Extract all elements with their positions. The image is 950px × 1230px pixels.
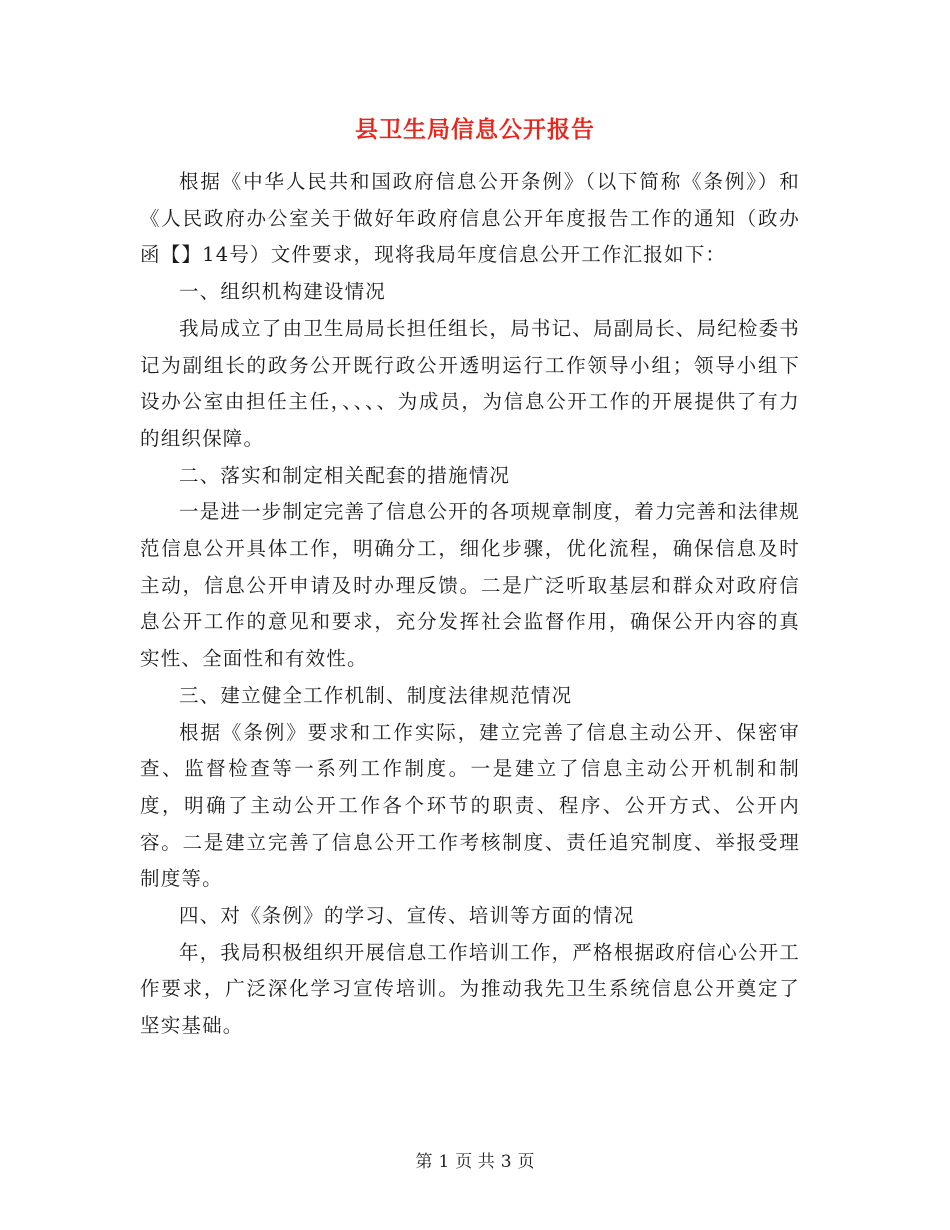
page-footer (0, 1150, 950, 1174)
total-pages-number: 3 (500, 1152, 512, 1172)
current-page-number: 1 (438, 1152, 450, 1172)
page-label-mid: 页 共 (455, 1152, 495, 1172)
document-body (140, 164, 800, 1045)
paragraph-section-2: 一是进一步制定完善了信息公开的各项规章制度，着力完善和法律规范信息公开具体工作，明确分工，细化步骤，优化流程，确保信息及时主动，信息公开申请及时办理反馈。二是广泛听取基层和群众对政府信息公开工作的意见和要求，充分发挥社会监督作用，确保公开内容的真实性、全面性和有效性。 (140, 500, 801, 671)
section-heading-3: 三、建立健全工作机制、制度法律规范情况 (179, 683, 573, 707)
paragraph-section-3: 根据《条例》要求和工作实际，建立完善了信息主动公开、保密审查、监督检查等一系列工作制度。一是建立了信息主动公开机制和制度，明确了主动公开工作各个环节的职责、程序、公开方式、公开内容。二是建立完善了信息公开工作考核制度、责任追究制度、举报受理制度等。 (140, 720, 800, 891)
paragraph-intro: 根据《中华人民共和国政府信息公开条例》（以下简称《条例》）和《人民政府办公室关于做好年政府信息公开年度报告工作的通知（政办函【】14号）文件要求，现将我局年度信息公开工作汇报如下： (140, 170, 800, 267)
paragraph-section-1: 我局成立了由卫生局局长担任组长，局书记、局副局长、局纪检委书记为副组长的政务公开既行政公开透明运行工作领导小组；领导小组下设办公室由担任主任，、、、、为成员，为信息公开工作的开展提供了有力的组织保障。 (140, 316, 801, 450)
paragraph-section-4: 年，我局积极组织开展信息工作培训工作，严格根据政府信心公开工作要求，广泛深化学习宣传培训。为推动我先卫生系统信息公开奠定了坚实基础。 (140, 940, 801, 1038)
section-heading-2: 二、落实和制定相关配套的措施情况 (179, 463, 511, 487)
section-heading-4: 四、对《条例》的学习、宣传、培训等方面的情况 (179, 904, 635, 928)
page-label-suffix: 页 (517, 1152, 535, 1172)
page-label-prefix: 第 (415, 1152, 433, 1172)
section-heading-1: 一、组织机构建设情况 (179, 280, 387, 304)
document-title: 县卫生局信息公开报告 (355, 116, 595, 143)
